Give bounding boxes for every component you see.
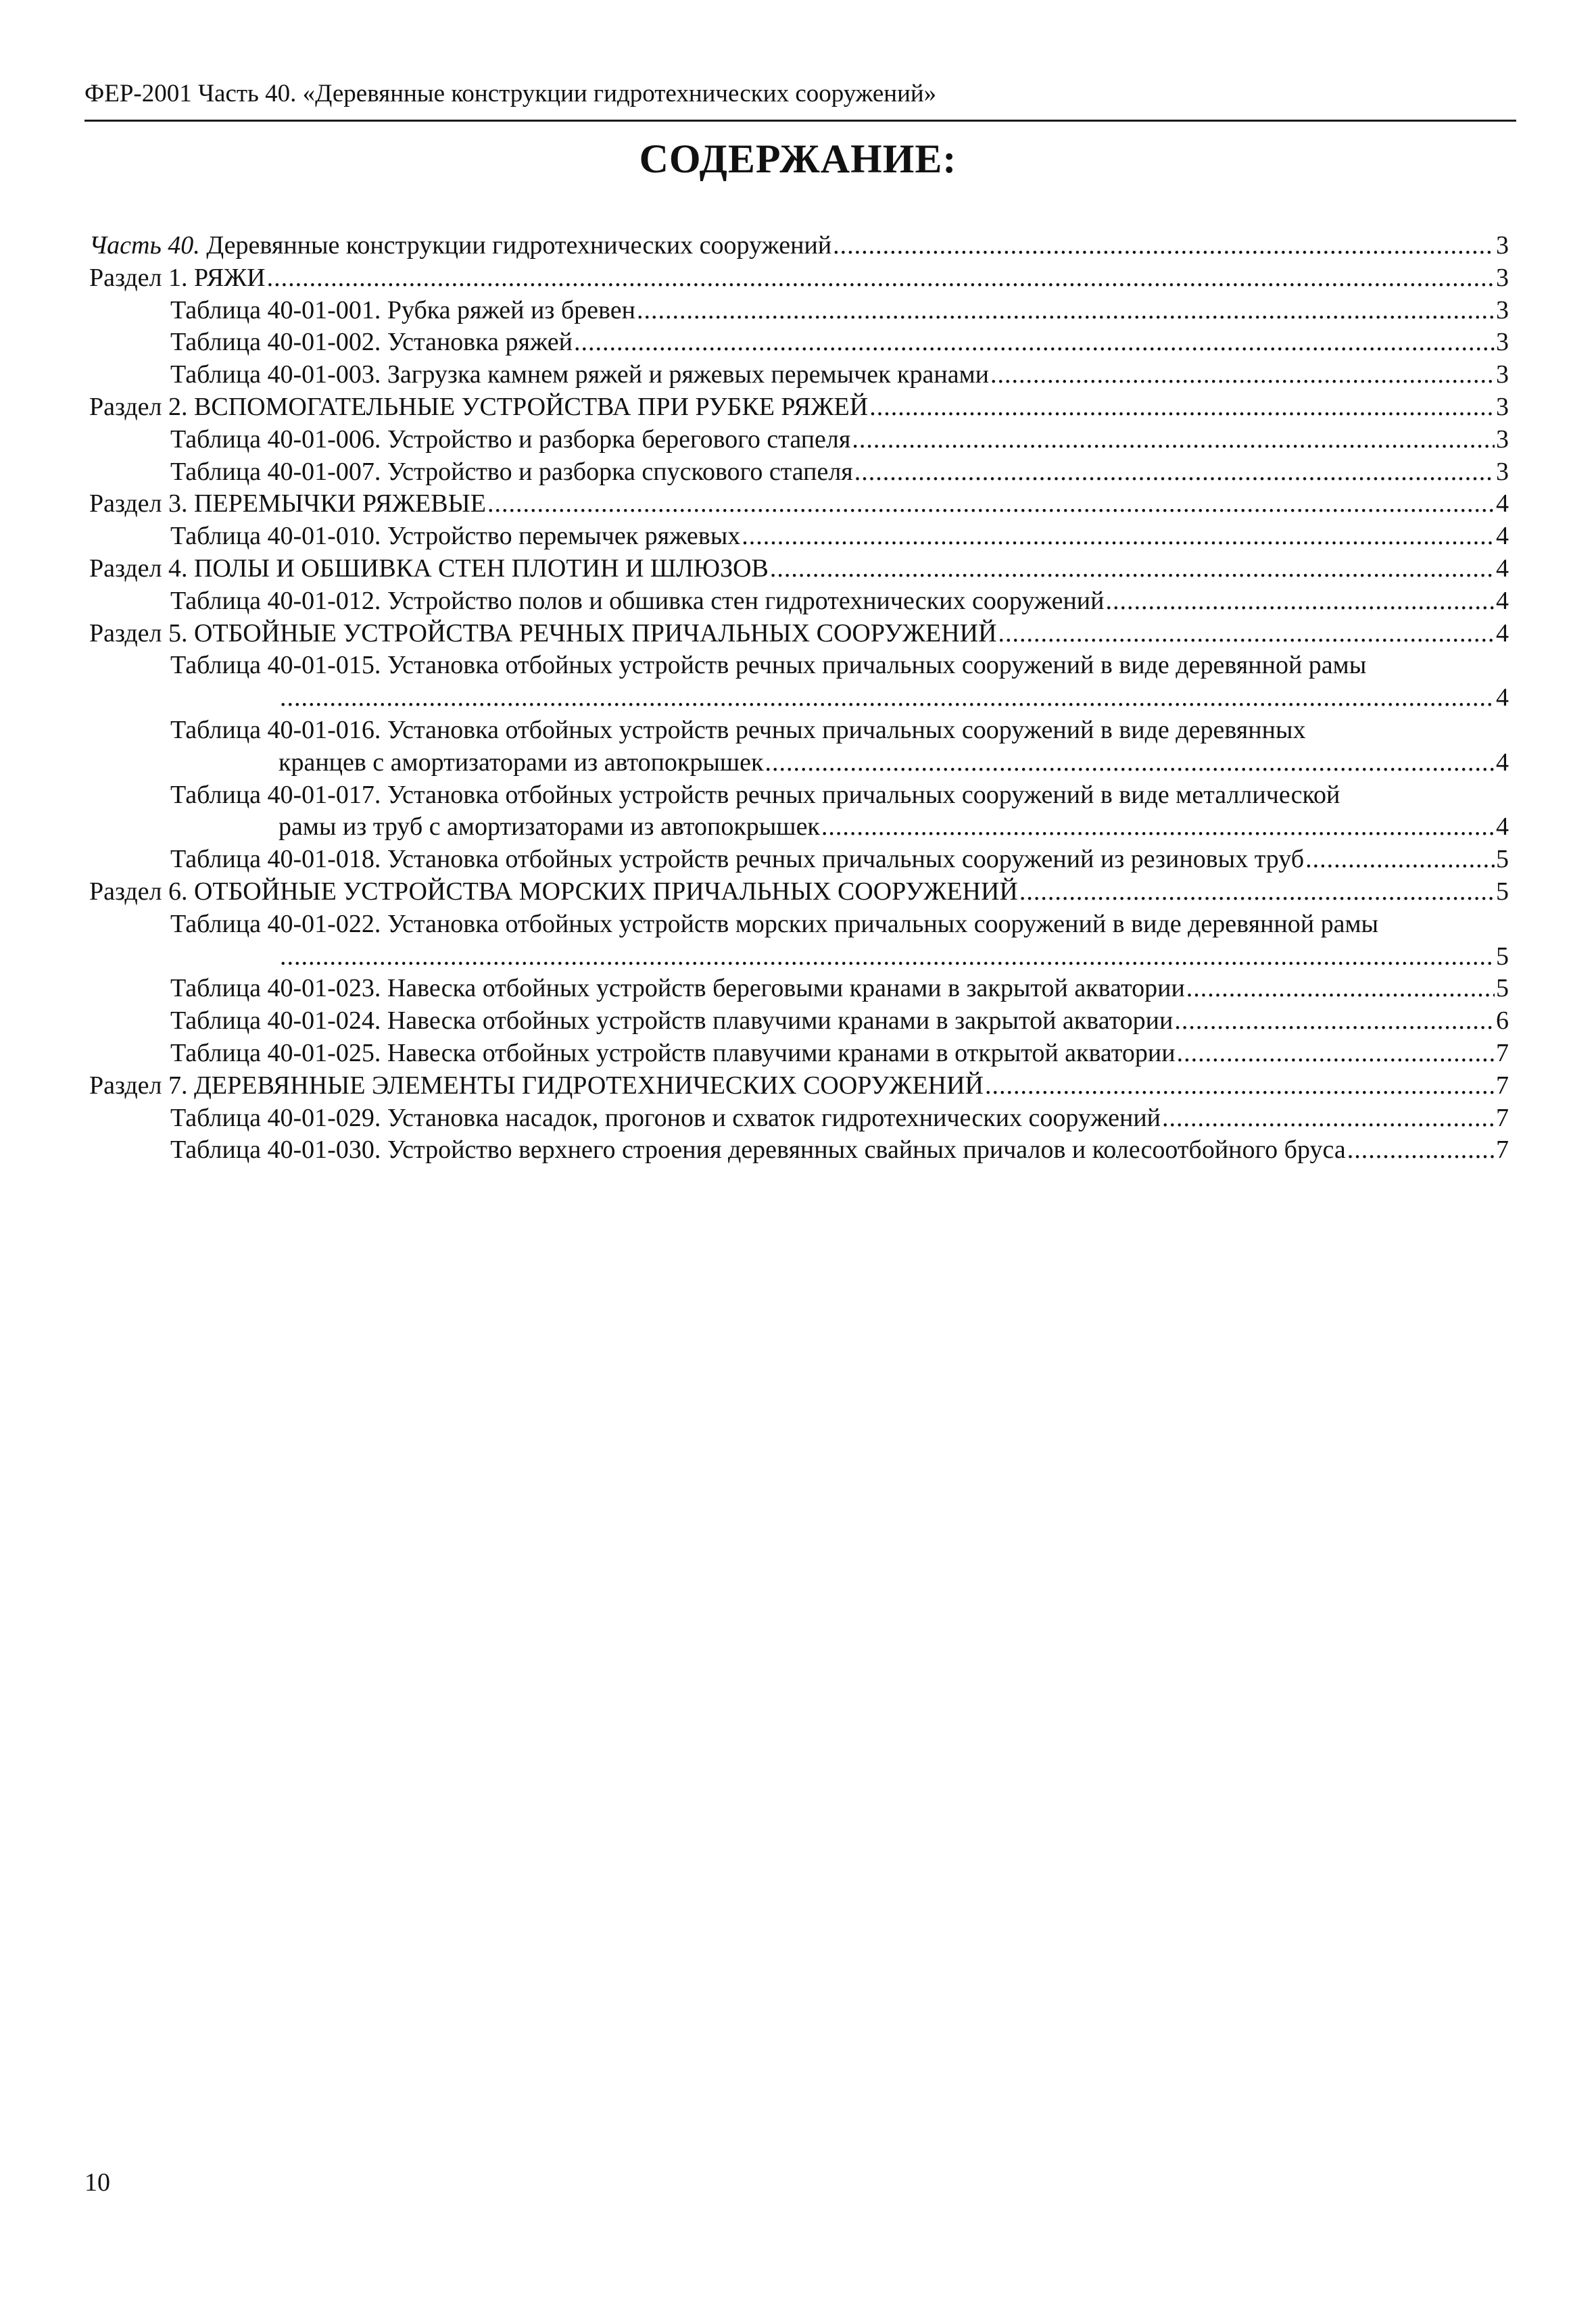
toc-entry-page: 4 bbox=[1496, 618, 1509, 648]
toc-entry-page: 3 bbox=[1496, 328, 1509, 357]
toc-entry-page: 3 bbox=[1496, 263, 1509, 292]
dot-leader bbox=[267, 262, 1495, 295]
table-of-contents bbox=[89, 230, 1509, 1167]
dot-leader bbox=[1305, 844, 1495, 876]
running-header bbox=[84, 78, 1516, 122]
toc-entry-title: Раздел 3. ПЕРЕМЫЧКИ РЯЖЕВЫЕ bbox=[89, 489, 486, 518]
toc-entry-title: Таблица 40-01-015. Установка отбойных устройств речных причальных сооружений в виде деревянной рамы bbox=[170, 651, 1367, 680]
toc-entry-page: 4 bbox=[1496, 522, 1509, 551]
toc-entry-table[interactable] bbox=[89, 844, 1509, 876]
dot-leader bbox=[854, 456, 1495, 489]
toc-entry-page: 4 bbox=[1496, 748, 1509, 777]
toc-entry-title: Раздел 1. РЯЖИ bbox=[89, 263, 266, 292]
dot-leader bbox=[833, 230, 1495, 262]
toc-entry-page: 5 bbox=[1496, 877, 1509, 906]
toc-entry-section[interactable] bbox=[89, 618, 1509, 650]
dot-leader bbox=[1186, 973, 1495, 1005]
dot-leader bbox=[1162, 1102, 1495, 1135]
toc-entry-continuation[interactable] bbox=[89, 941, 1509, 973]
toc-entry-title: Таблица 40-01-029. Установка насадок, прогонов и схваток гидротехнических сооружений bbox=[170, 1103, 1161, 1132]
dot-leader bbox=[869, 391, 1495, 424]
dot-leader bbox=[1177, 1038, 1495, 1070]
toc-entry-table[interactable] bbox=[89, 908, 1509, 941]
toc-entry-title: Раздел 6. ОТБОЙНЫЕ УСТРОЙСТВА МОРСКИХ ПРИЧАЛЬНЫХ СООРУЖЕНИЙ bbox=[89, 877, 1018, 906]
toc-entry-continuation[interactable] bbox=[89, 747, 1509, 779]
toc-entry-cont-text: рамы из труб с амортизаторами из автопокрышек bbox=[279, 812, 820, 842]
toc-entry-page: 4 bbox=[1496, 489, 1509, 518]
toc-entry-page: 5 bbox=[1496, 942, 1509, 971]
toc-entry-title: Таблица 40-01-023. Навеска отбойных устройств береговыми кранами в закрытой акватории bbox=[170, 974, 1185, 1003]
toc-entry-page: 3 bbox=[1496, 392, 1509, 421]
dot-leader bbox=[985, 1070, 1495, 1102]
toc-entry-page: 7 bbox=[1496, 1038, 1509, 1067]
dot-leader bbox=[821, 811, 1495, 844]
dot-leader bbox=[637, 295, 1495, 327]
toc-entry-page: 4 bbox=[1496, 554, 1509, 583]
dot-leader bbox=[998, 618, 1495, 650]
dot-leader bbox=[1105, 585, 1495, 618]
toc-entry-page: 6 bbox=[1496, 1006, 1509, 1035]
toc-entry-table[interactable] bbox=[89, 973, 1509, 1005]
toc-entry-title: Раздел 7. ДЕРЕВЯННЫЕ ЭЛЕМЕНТЫ ГИДРОТЕХНИЧЕСКИХ СООРУЖЕНИЙ bbox=[89, 1071, 984, 1100]
toc-entry-table[interactable] bbox=[89, 295, 1509, 327]
dot-leader bbox=[765, 747, 1495, 779]
toc-entry-table[interactable] bbox=[89, 1102, 1509, 1135]
dot-leader bbox=[574, 326, 1495, 359]
toc-entry-page: 5 bbox=[1496, 974, 1509, 1003]
toc-entry-page: 3 bbox=[1496, 457, 1509, 486]
toc-entry-title: Таблица 40-01-022. Установка отбойных устройств морских причальных сооружений в виде деревянной рамы bbox=[170, 909, 1379, 938]
toc-entry-page: 7 bbox=[1496, 1136, 1509, 1165]
dot-leader bbox=[1019, 876, 1495, 908]
page-number: 10 bbox=[84, 2168, 110, 2197]
dot-leader bbox=[770, 553, 1495, 585]
page-title: СОДЕРЖАНИЕ: bbox=[639, 137, 957, 181]
toc-entry-table[interactable] bbox=[89, 1005, 1509, 1038]
toc-entry-table[interactable] bbox=[89, 424, 1509, 456]
toc-entry-table[interactable] bbox=[89, 1038, 1509, 1070]
dot-leader bbox=[852, 424, 1495, 456]
dot-leader bbox=[990, 359, 1495, 391]
toc-entry-table[interactable] bbox=[89, 1134, 1509, 1167]
toc-entry-page: 7 bbox=[1496, 1071, 1509, 1100]
toc-entry-title: Таблица 40-01-010. Устройство перемычек ряжевых bbox=[170, 522, 741, 551]
toc-entry-table[interactable] bbox=[89, 585, 1509, 618]
toc-entry-title: Таблица 40-01-030. Устройство верхнего строения деревянных свайных причалов и колесоотбойного бруса bbox=[170, 1136, 1346, 1165]
toc-entry-page: 4 bbox=[1496, 812, 1509, 842]
toc-entry-title: Таблица 40-01-012. Устройство полов и обшивка стен гидротехнических сооружений bbox=[170, 586, 1105, 615]
toc-entry-title: Раздел 2. ВСПОМОГАТЕЛЬНЫЕ УСТРОЙСТВА ПРИ РУБКЕ РЯЖЕЙ bbox=[89, 392, 869, 421]
toc-entry-page: 4 bbox=[1496, 683, 1509, 712]
toc-entry-page: 4 bbox=[1496, 586, 1509, 615]
toc-entry-title: Таблица 40-01-001. Рубка ряжей из бревен bbox=[170, 295, 635, 324]
dot-leader bbox=[487, 488, 1495, 520]
toc-entry-cont-text: кранцев с амортизаторами из автопокрышек bbox=[279, 748, 764, 777]
toc-entry-section[interactable] bbox=[89, 262, 1509, 295]
toc-entry-section[interactable] bbox=[89, 876, 1509, 908]
toc-entry-page: 3 bbox=[1496, 360, 1509, 389]
dot-leader bbox=[1347, 1134, 1495, 1167]
toc-entry-title: Таблица 40-01-017. Установка отбойных устройств речных причальных сооружений в виде металлической bbox=[170, 780, 1340, 809]
toc-entry-table[interactable] bbox=[89, 714, 1509, 747]
toc-entry-page: 3 bbox=[1496, 231, 1509, 260]
toc-entry-table[interactable] bbox=[89, 779, 1509, 812]
toc-entry-title: Таблица 40-01-002. Установка ряжей bbox=[170, 328, 573, 357]
toc-entry-table[interactable] bbox=[89, 326, 1509, 359]
toc-entry-part[interactable] bbox=[89, 230, 1509, 262]
toc-entry-table[interactable] bbox=[89, 650, 1509, 682]
toc-entry-table[interactable] bbox=[89, 359, 1509, 391]
dot-leader bbox=[1174, 1005, 1495, 1038]
toc-entry-continuation[interactable] bbox=[89, 811, 1509, 844]
toc-entry-title: Таблица 40-01-025. Навеска отбойных устройств плавучими кранами в открытой акватории bbox=[170, 1038, 1176, 1067]
dot-leader bbox=[280, 941, 1495, 973]
toc-entry-title: Таблица 40-01-007. Устройство и разборка спускового стапеля bbox=[170, 457, 853, 486]
toc-entry-title: Таблица 40-01-006. Устройство и разборка берегового стапеля bbox=[170, 424, 851, 454]
toc-entry-title: Таблица 40-01-003. Загрузка камнем ряжей и ряжевых перемычек кранами bbox=[170, 360, 989, 389]
toc-entry-table[interactable] bbox=[89, 456, 1509, 489]
toc-entry-page: 3 bbox=[1496, 424, 1509, 454]
toc-entry-section[interactable] bbox=[89, 1070, 1509, 1102]
toc-entry-title: Таблица 40-01-018. Установка отбойных устройств речных причальных сооружений из резиновых труб bbox=[170, 845, 1305, 874]
dot-leader bbox=[280, 682, 1495, 714]
toc-entry-continuation[interactable] bbox=[89, 682, 1509, 714]
toc-entry-page: 7 bbox=[1496, 1103, 1509, 1132]
toc-entry-text bbox=[89, 230, 831, 262]
toc-entry-section[interactable] bbox=[89, 488, 1509, 520]
toc-entry-title: Деревянные конструкции гидротехнических сооружений bbox=[199, 231, 832, 260]
toc-entry-table[interactable] bbox=[89, 520, 1509, 553]
toc-entry-section[interactable] bbox=[89, 391, 1509, 424]
toc-entry-title: Раздел 4. ПОЛЫ И ОБШИВКА СТЕН ПЛОТИН И ШЛЮЗОВ bbox=[89, 554, 769, 583]
toc-entry-title: Таблица 40-01-016. Установка отбойных устройств речных причальных сооружений в виде деревянных bbox=[170, 715, 1306, 744]
toc-entry-title: Раздел 5. ОТБОЙНЫЕ УСТРОЙСТВА РЕЧНЫХ ПРИЧАЛЬНЫХ СООРУЖЕНИЙ bbox=[89, 618, 997, 648]
dot-leader bbox=[742, 520, 1495, 553]
toc-entry-section[interactable] bbox=[89, 553, 1509, 585]
running-header-title: ФЕР-2001 Часть 40. «Деревянные конструкции гидротехнических сооружений» bbox=[84, 80, 937, 107]
toc-entry-page: 3 bbox=[1496, 295, 1509, 324]
toc-entry-prefix: Часть 40. bbox=[89, 231, 200, 260]
toc-entry-page: 5 bbox=[1496, 845, 1509, 874]
toc-entry-title: Таблица 40-01-024. Навеска отбойных устройств плавучими кранами в закрытой акватории bbox=[170, 1006, 1174, 1035]
